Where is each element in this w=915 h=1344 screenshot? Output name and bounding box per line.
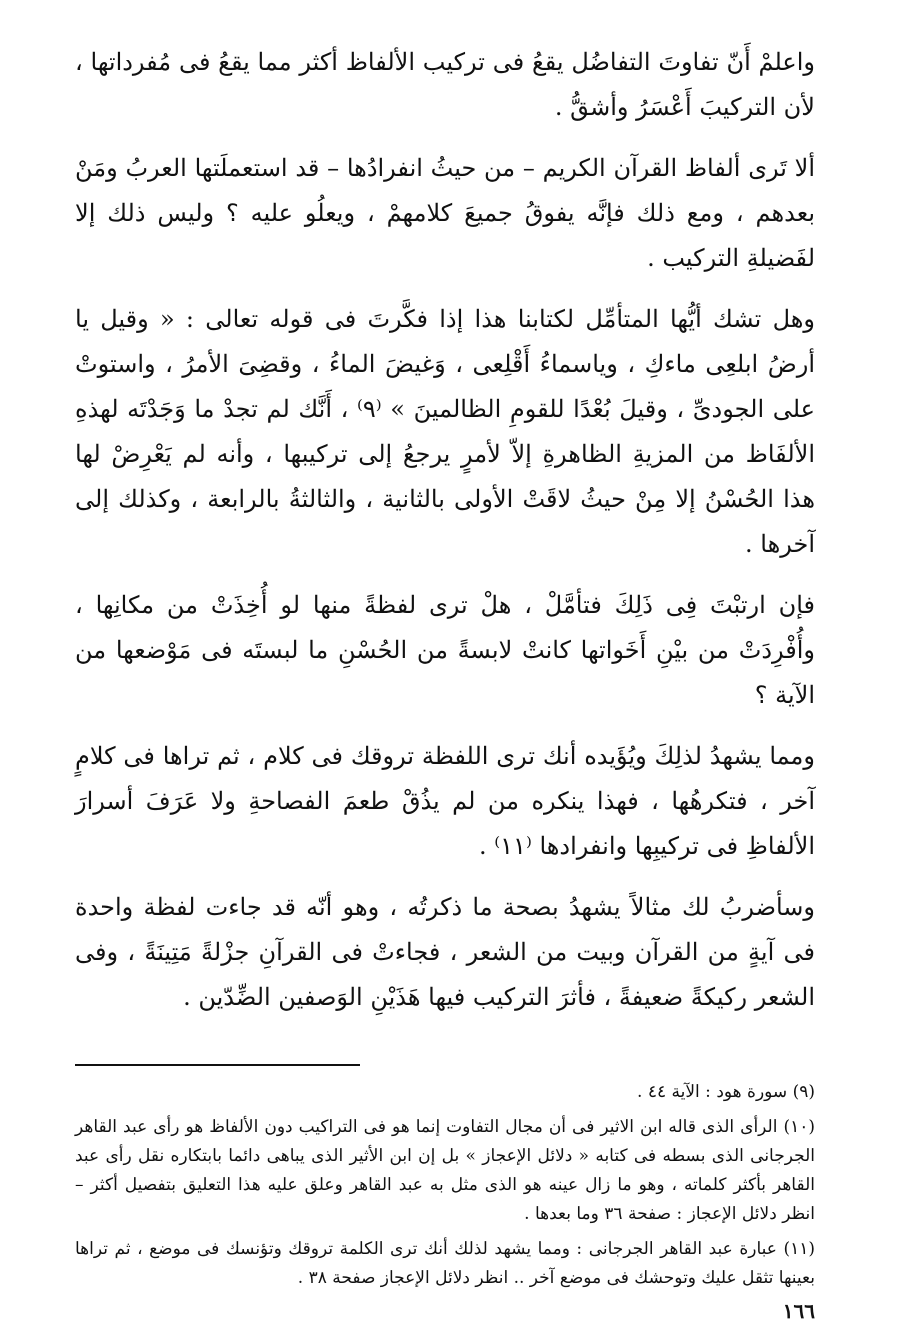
footnote-11: (١١) عبارة عبد القاهر الجرجانى : ومما يشهد لذلك أنك ترى الكلمة تروقك وتؤنسك فى موضع ، ثم تراها بعينها تثقل عليك وتوحشك فى موضع آخر .. انظر دلائل الإعجاز صفحة ٣٨ .	[75, 1239, 815, 1288]
page-number: ١٦٦	[782, 1299, 815, 1323]
paragraph-5: ومما يشهدُ لذلِكَ ويُؤَيده أنك ترى اللفظة تروقك فى كلام ، ثم تراها فى كلامٍ آخر ، فتكرهُها ، فهذا ينكره من لم يذُقْ طعمَ الفصاحةِ ولا عَرَفَ أسرارَ الألفاظِ فى تركيبِها وانفرادها ⁽١١⁾ .	[75, 742, 815, 860]
footnote-divider	[75, 1064, 360, 1066]
footnote-rule-wrap	[75, 1036, 815, 1078]
paragraph-3: وهل تشك أيُّها المتأمِّل لكتابنا هذا إذا فكَّرتَ فى قوله تعالى : « وقيل يا أرضُ ابلعِى ماءكِ ، وياسماءُ أَقْلِعى ، وَغيضَ الماءُ ، وقضِىَ الأمرُ ، واستوتْ على الجودىِّ ، وقيلَ بُعْدًا للقومِ الظالمينَ » ⁽٩⁾ ، أَنَّك لم تجدْ ما وَجَدْتَه لهذهِ الألفَاظ من المزيةِ الظاهرةِ إلاّ لأمرٍ يرجعُ إلى تركيبها ، وأنه لم يَعْرِضْ لها هذا الحُسْنُ إلا مِنْ حيثُ لاقَتْ الأولى بالثانية ، والثالثةُ بالرابعة ، وكذلك إلى آخرها .	[75, 305, 815, 558]
footnote-10: (١٠) الرأى الذى قاله ابن الاثير فى أن مجال التفاوت إنما هو فى التراكيب دون الألفاظ هو رأى عبد القاهر الجرجانى الذى بسطه فى كتابه « دلائل الإعجاز » بل إن ابن الأثير الذى يباهى دائما بابتكاره نقل رأى عبد القاهر بأكثر كلماته ، وهو ما زال عينه هو الذى مثل به عبد القاهر وعلق عليه هذا التعليق بتفصيل أكثر – انظر دلائل الإعجاز : صفحة ٣٦ وما بعدها .	[75, 1117, 815, 1224]
footnotes	[75, 1078, 815, 1293]
paragraph-6: وسأضربُ لك مثالاً يشهدُ بصحة ما ذكرتُه ، وهو أنّه قد جاءت لفظة واحدة فى آيةٍ من القرآن وبيت من الشعر ، فجاءتْ فى القرآنِ جزْلةً مَتِينَةً ، وفى الشعر ركيكةً ضعيفةً ، فأثرَ التركيب فيها هَذَيْنِ الوَصفين الضِّدّين .	[75, 893, 815, 1011]
paragraph-1: واعلمْ أَنّ تفاوتَ التفاضُل يقعُ فى تركيب الألفاظ أكثر مما يقعُ فى مُفرداتها ، لأن التركيبَ أَعْسَرُ وأشقُّ .	[75, 48, 815, 121]
paragraph-4: فإن ارتبْتَ فِى ذَلِكَ فتأمَّلْ ، هلْ ترى لفظةً منها لو أُخِذَتْ من مكانِها ، وأُفْرِدَتْ من بيْنِ أَخَواتها كانتْ لابسةً من الحُسْنِ ما لبستَه فى مَوْضعها من الآية ؟	[75, 591, 815, 709]
footnote-9: (٩) سورة هود : الآية ٤٤ .	[637, 1082, 815, 1102]
paragraph-2: ألا تَرى ألفاظ القرآن الكريم – من حيثُ انفرادُها – قد استعملَتها العربُ ومَنْ بعدهم ، ومع ذلك فإنَّه يفوقُ جميعَ كلامهمْ ، ويعلُو عليه ؟ وليس ذلك إلا لفَضيلةِ التركيب .	[75, 154, 815, 272]
book-page	[75, 40, 815, 1323]
